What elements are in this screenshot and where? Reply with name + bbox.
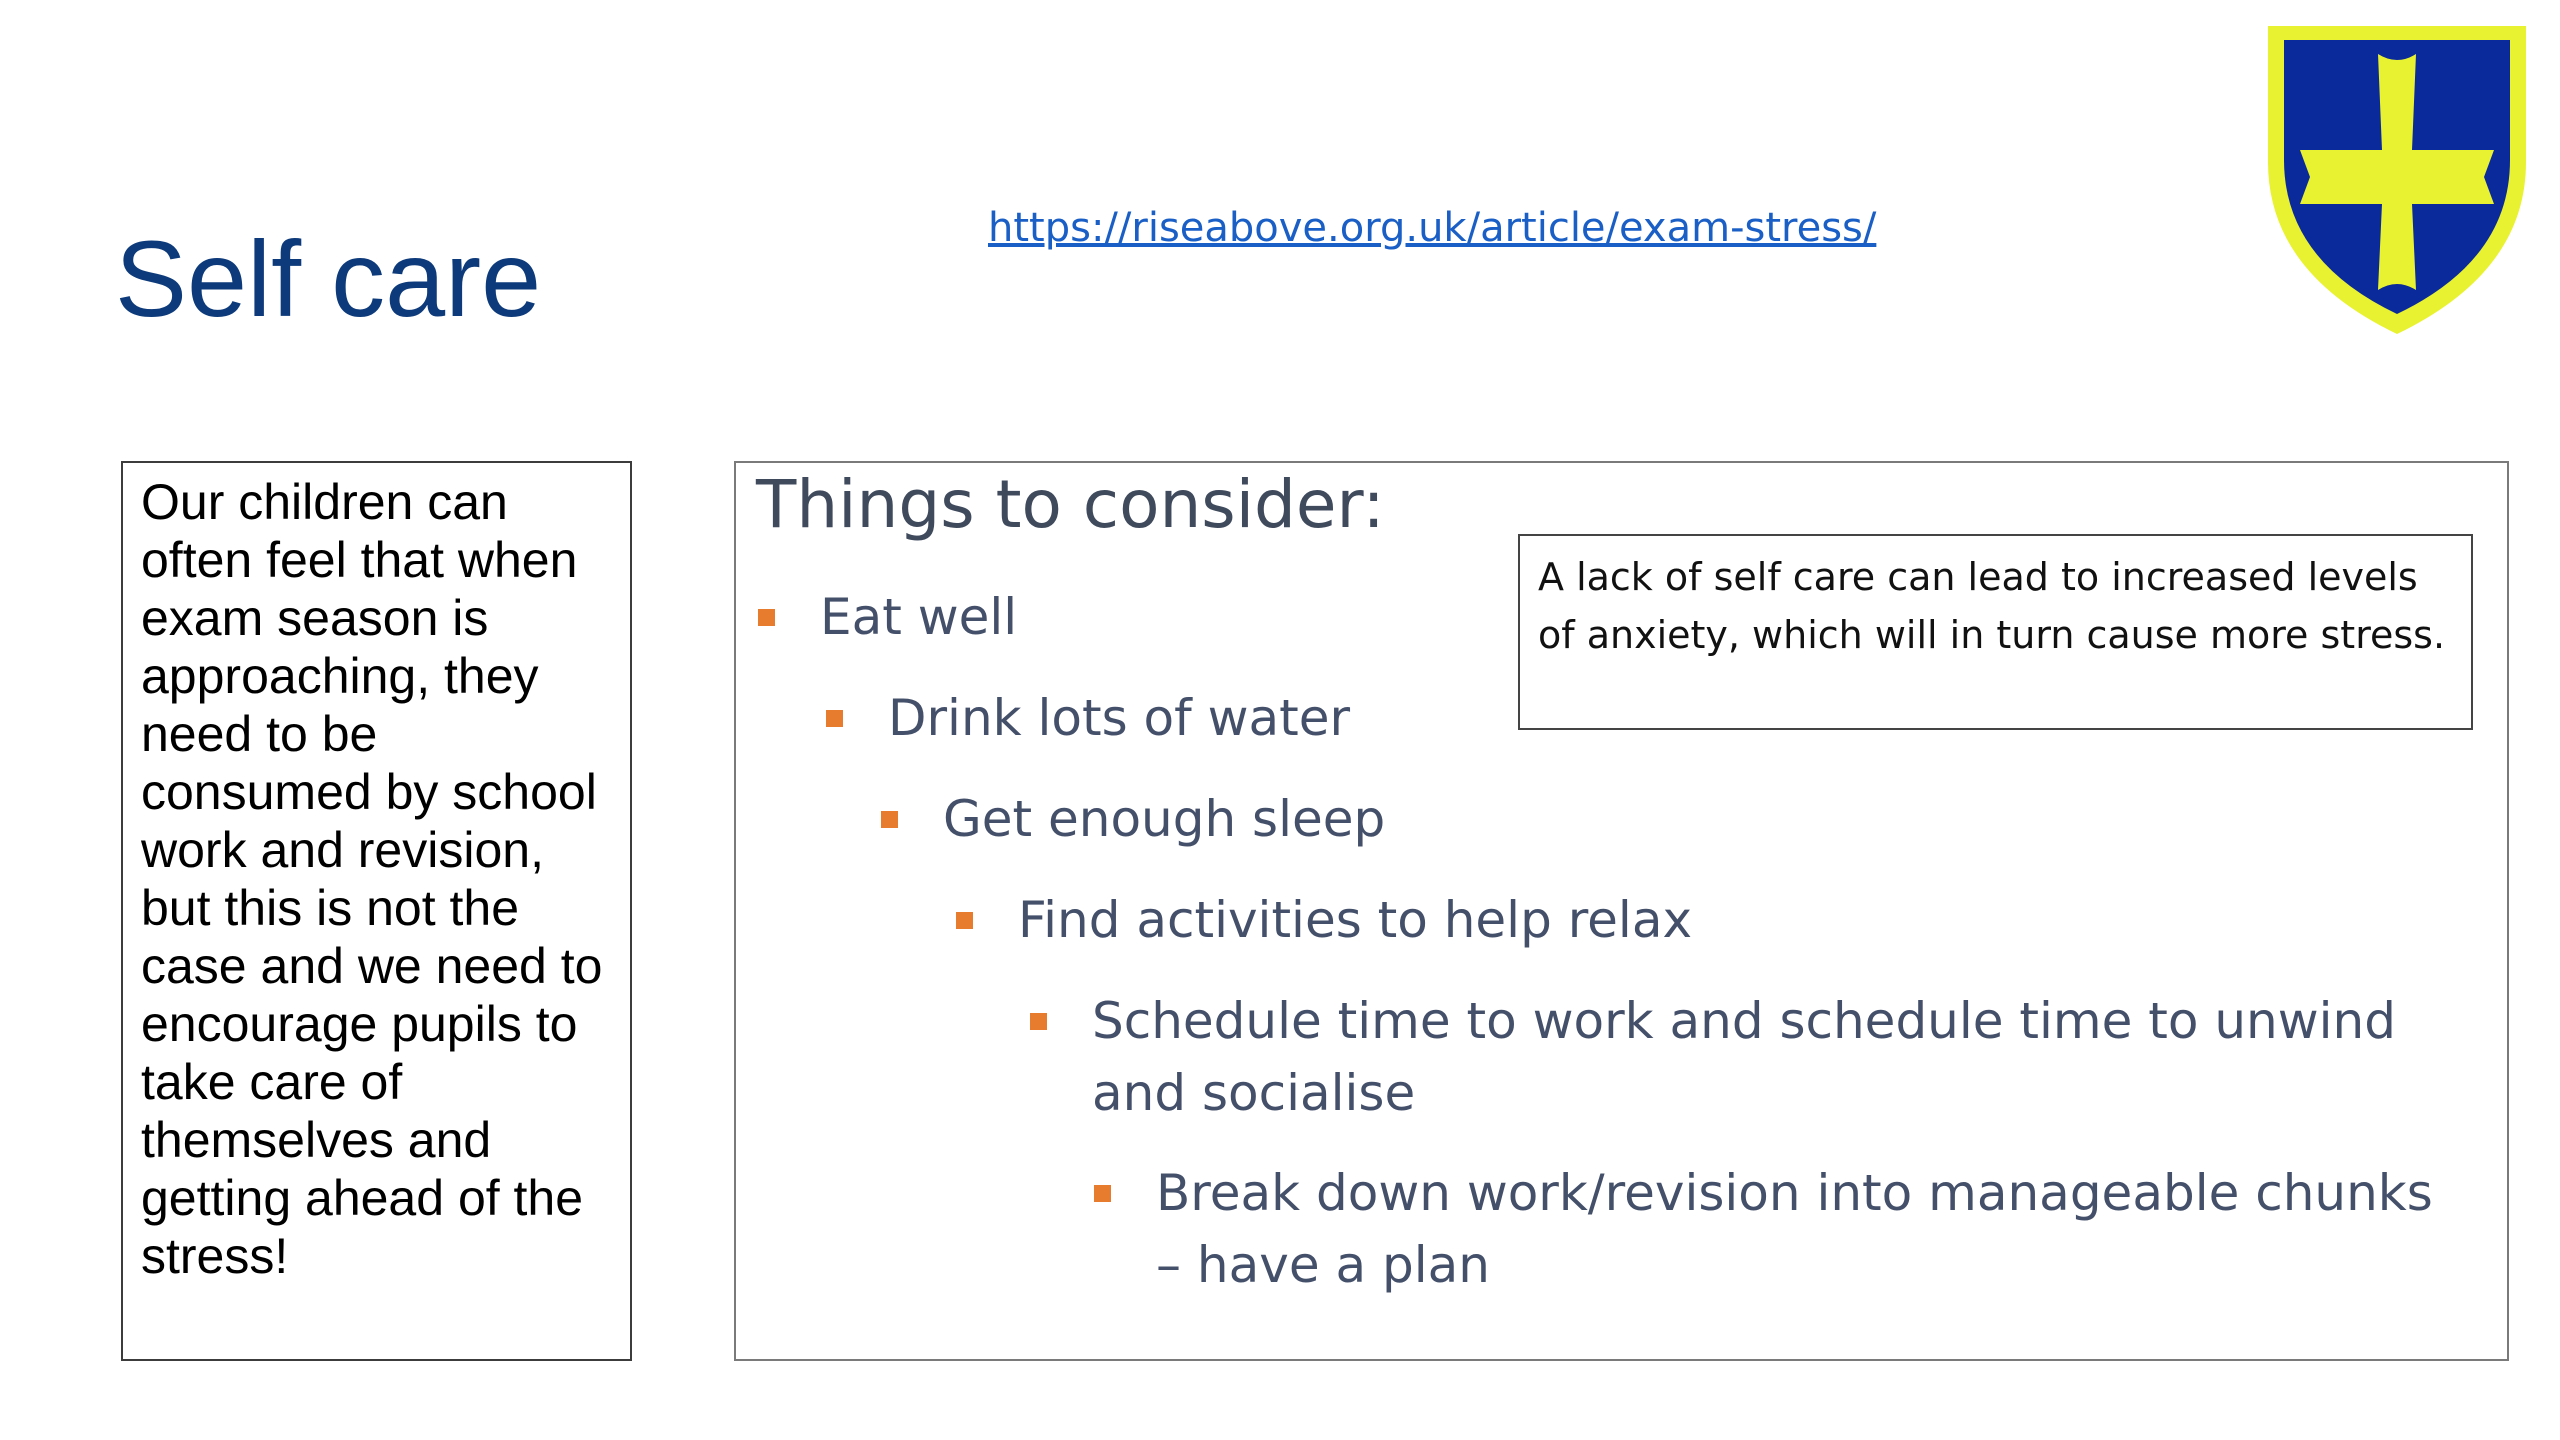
bullet-square-icon <box>881 811 898 828</box>
list-item-label: Get enough sleep <box>943 790 1386 848</box>
list-item <box>888 682 1350 754</box>
list-item-label: Eat well <box>820 588 1018 646</box>
consider-panel <box>734 461 2509 1361</box>
list-item <box>1018 884 1692 956</box>
bullet-square-icon <box>956 912 973 929</box>
bullet-square-icon <box>758 609 775 626</box>
slide-title: Self care <box>115 218 542 339</box>
list-item-label: Schedule time to work and schedule time to unwind and socialise <box>1092 992 2396 1122</box>
note-box <box>1518 534 2473 730</box>
consider-heading: Things to consider: <box>756 466 1385 543</box>
list-item-label: Find activities to help relax <box>1018 891 1693 949</box>
bullet-square-icon <box>1030 1013 1047 1030</box>
list-item <box>1092 985 2482 1129</box>
list-item-label: Break down work/revision into manageable chunks – have a plan <box>1156 1164 2433 1294</box>
list-item <box>1156 1157 2456 1301</box>
bullet-square-icon <box>826 710 843 727</box>
intro-text: Our children can often feel that when exam season is approaching, they need to be consumed by school work and revision, but this is not the case and we need to encourage pupils to take care of themselves and getting ahead of the stress! <box>141 474 603 1284</box>
article-link[interactable]: https://riseabove.org.uk/article/exam-stress/ <box>988 205 1877 251</box>
shield-cross-icon <box>2262 22 2532 338</box>
note-text: A lack of self care can lead to increased levels of anxiety, which will in turn cause more stress. <box>1538 555 2446 657</box>
list-item <box>943 783 1385 855</box>
list-item-label: Drink lots of water <box>888 689 1351 747</box>
list-item <box>820 581 1017 653</box>
intro-text-box <box>121 461 632 1361</box>
bullet-square-icon <box>1094 1185 1111 1202</box>
